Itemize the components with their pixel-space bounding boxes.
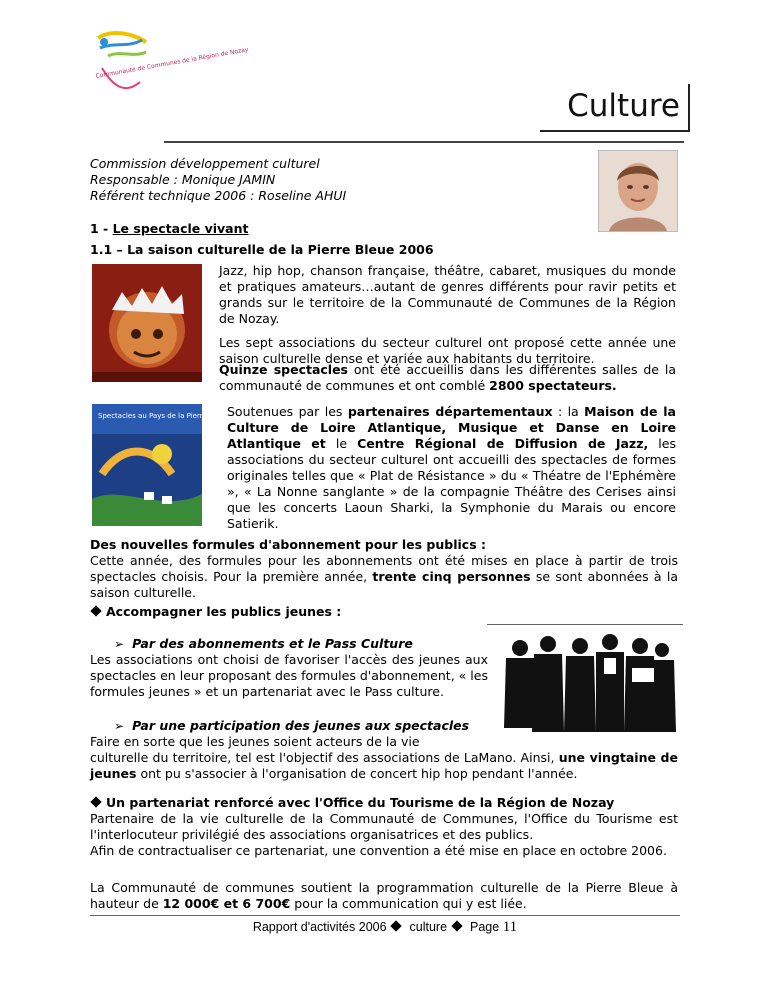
diamond-bullet-icon <box>90 796 101 807</box>
spectacles-paragraph <box>219 362 676 394</box>
arrow-bullet-icon: ➢ <box>114 637 125 651</box>
separator-rule <box>487 624 683 625</box>
arrow-bullet-icon: ➢ <box>114 719 125 733</box>
section-title: Le spectacle vivant <box>112 221 249 236</box>
nouvelles-heading: Des nouvelles formules d'abonnement pour les publics : <box>90 537 486 552</box>
participation-paragraph <box>90 750 678 782</box>
partenariat-title: Un partenariat renforcé avec l'Office du Tourisme de la Région de Nozay <box>106 795 615 810</box>
associations-paragraph: Les sept associations du secteur culturel ont proposé cette année une saison culturelle dense et variée aux habitants du territoire. <box>219 335 676 366</box>
financement-text-2: pour la communication qui y est liée. <box>290 896 527 911</box>
diamond-bullet-icon <box>451 920 462 931</box>
subsection-heading: 1.1 – La saison culturelle de la Pierre Bleue 2006 <box>90 242 434 257</box>
section-number: 1 - <box>90 221 113 236</box>
partenaires-text-2: : la <box>552 404 585 419</box>
title-rule <box>164 141 684 143</box>
diamond-bullet-icon <box>90 605 101 616</box>
logo-text: Communauté de Communes de la Région de Nozay <box>95 46 249 80</box>
partenariat-text-1: Partenaire de la vie culturelle de la Communauté de Communes, l'Office du Tourisme est l'interlocuteur privilégié des associations organisatrices et des publics. <box>90 811 678 842</box>
commission-block <box>90 156 346 204</box>
partenaires-text-3: le <box>325 436 358 451</box>
partenaires-bold-2: Maison de la Culture de Loire Atlantique, Musique et Danse en Loire Atlantique et <box>227 404 676 451</box>
participation-paragraph-start: Faire en sorte que les jeunes soient acteurs de la vie <box>90 734 420 749</box>
portrait-photo <box>598 150 678 232</box>
saison-poster-image <box>92 264 202 382</box>
nouvelles-text-2: se sont abonnées à la saison culturelle. <box>90 569 678 600</box>
abonnements-paragraph: Les associations ont choisi de favoriser l'accès des jeunes aux spectacles en leur proposant des formules d'abonnement, « les formules jeunes » et un partenariat avec le Pass culture. <box>90 652 488 699</box>
commission-line: Commission développement culturel <box>90 156 320 171</box>
jeunes-count: une vingtaine de jeunes <box>90 750 678 781</box>
spectacles-text: ont été accueillis dans les différentes salles de la communauté de communes et ont comblé <box>219 362 676 393</box>
abonnements-subheading <box>114 636 413 652</box>
participation-subtitle: Par une participation des jeunes aux spectacles <box>132 718 470 733</box>
quinze-spectacles: Quinze spectacles <box>219 362 348 377</box>
community-logo <box>90 28 249 104</box>
page-title: Culture <box>567 88 680 124</box>
partenaires-paragraph <box>227 404 676 532</box>
pierre-bleue-poster-image <box>92 404 229 526</box>
page-footer <box>90 919 680 935</box>
participation-text-1: culturelle du territoire, tel est l'objectif des associations de LaMano. Ainsi, <box>90 750 559 765</box>
partenaires-text-1: Soutenues par les <box>227 404 348 419</box>
abonnes-count: trente cinq personnes <box>372 569 531 584</box>
partenaires-bold-1: partenaires départementaux <box>347 404 553 419</box>
partenariat-text-2: Afin de contractualiser ce partenariat, une convention a été mise en place en octobre 2006. <box>90 843 667 858</box>
footer-section-label: culture <box>409 920 448 934</box>
accompagner-heading <box>90 604 341 620</box>
diamond-bullet-icon <box>390 920 401 931</box>
partenaires-bold-3: Centre Régional de Diffusion de Jazz, <box>357 436 649 451</box>
partenariat-heading <box>90 795 614 811</box>
poster-caption: Spectacles au Pays de la Pierre Bleue <box>98 412 229 420</box>
partenariat-paragraph <box>90 811 678 859</box>
intro-paragraph: Jazz, hip hop, chanson française, théâtre, cabaret, musiques du monde et pratiques amateurs…autant de genres différents pour ravir petits et grands sur le territoire de la Communauté de Communes de la Région de Nozay. <box>219 263 676 326</box>
footer-rule <box>90 915 680 916</box>
referent-line: Référent technique 2006 : Roseline AHUI <box>90 188 347 203</box>
abonnements-subtitle: Par des abonnements et le Pass Culture <box>132 636 413 651</box>
participation-subheading <box>114 718 469 734</box>
nouvelles-paragraph <box>90 553 678 601</box>
footer-page-label: Page <box>470 920 500 934</box>
financement-amount: 12 000€ et 6 700€ <box>162 896 291 911</box>
spectateurs-count: 2800 spectateurs. <box>489 378 617 393</box>
financement-paragraph <box>90 880 678 912</box>
footer-report-label: Rapport d'activités 2006 <box>252 920 387 934</box>
page-number: 11 <box>502 919 518 935</box>
page-title-box <box>540 84 690 132</box>
section-heading <box>90 221 249 237</box>
partenaires-text-4: les associations du secteur culturel ont accueilli des spectacles de formes originales telles que « Plat de Résistance » du « Théatre de l'Ephémère », « La Nonne sanglante » de la compagnie Théâtre des Cerises ainsi que les concerts Laoun Sharki, la Symphonie du Marais ou encore Satierik. <box>227 436 676 531</box>
financement-text-1: La Communauté de communes soutient la programmation culturelle de la Pierre Bleue à hauteur de <box>90 880 678 911</box>
group-photo-image <box>500 628 676 734</box>
nouvelles-text-1: Cette année, des formules pour les abonnements ont été mises en place à partir de trois spectacles choisis. Pour la première année, <box>90 553 678 584</box>
participation-text-2: ont pu s'associer à l'organisation de concert hip hop pendant l'année. <box>136 766 578 781</box>
accompagner-title: Accompagner les publics jeunes : <box>106 604 342 619</box>
responsable-line: Responsable : Monique JAMIN <box>90 172 276 187</box>
